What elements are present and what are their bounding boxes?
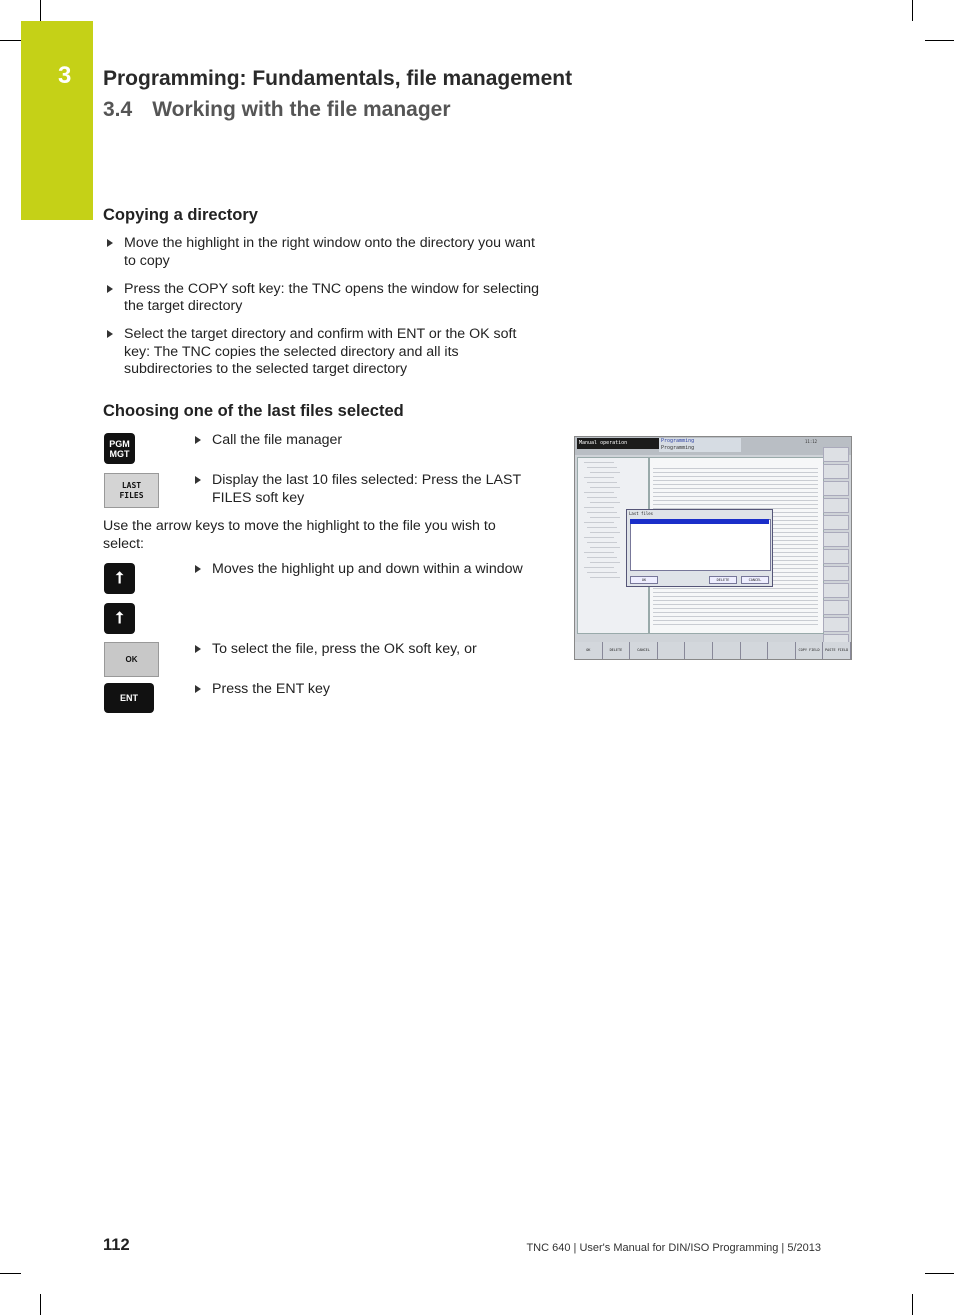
crop-mark [925, 1273, 954, 1274]
list-item: Moves the highlight up and down within a window [191, 561, 542, 579]
file-row [653, 620, 818, 621]
tree-row [587, 527, 617, 528]
list-item: To select the file, press the OK soft key, or [191, 641, 542, 659]
list-item: Select the target directory and confirm with ENT or the OK soft key: The TNC copies the selected directory and all its subdirectories to the selected target directory [103, 326, 543, 379]
section-number: 3.4 [103, 98, 133, 121]
tree-row [584, 522, 614, 523]
softkey[interactable]: CANCEL [630, 642, 658, 659]
tree-row [587, 497, 617, 498]
triangle-bullet-icon [107, 285, 113, 293]
file-row [653, 488, 818, 489]
side-softkeys [823, 447, 849, 637]
softkey[interactable] [658, 642, 686, 659]
tree-row [587, 542, 617, 543]
triangle-bullet-icon [195, 436, 201, 444]
crop-mark [912, 1294, 913, 1315]
triangle-bullet-icon [107, 239, 113, 247]
ent-key[interactable]: ENT [104, 683, 154, 713]
file-row [653, 600, 818, 601]
file-row [653, 616, 818, 617]
tnc-screenshot [574, 436, 852, 660]
dialog-cancel-button[interactable]: CANCEL [741, 576, 769, 584]
triangle-bullet-icon [195, 645, 201, 653]
tree-row [584, 462, 614, 463]
page-number: 112 [103, 1236, 130, 1254]
list-item: Press the COPY soft key: the TNC opens the window for selecting the target directory [103, 281, 543, 316]
softkey[interactable]: COPY FIELD [796, 642, 824, 659]
file-row [653, 604, 818, 605]
crop-mark [40, 0, 41, 21]
arrow-down-key[interactable] [104, 603, 135, 634]
file-row [653, 484, 818, 485]
file-row [653, 624, 818, 625]
softkey[interactable] [741, 642, 769, 659]
highlight-row [630, 519, 769, 524]
list-item: Press the ENT key [191, 681, 542, 699]
mode-programming: Programming Programming [659, 438, 741, 452]
copying-heading: Copying a directory [103, 206, 258, 224]
file-row [653, 612, 818, 613]
tree-row [590, 487, 620, 488]
list-item: Call the file manager [191, 432, 542, 450]
tree-row [584, 477, 614, 478]
tree-row [590, 502, 620, 503]
softkey[interactable]: DELETE [603, 642, 631, 659]
tree-row [587, 557, 617, 558]
dialog-ok-button[interactable]: OK [630, 576, 658, 584]
last-files-dialog [626, 509, 773, 587]
file-row [653, 588, 818, 589]
list-item: Display the last 10 files selected: Press the LAST FILES soft key [191, 472, 542, 507]
footer-text: TNC 640 | User's Manual for DIN/ISO Programming | 5/2013 [526, 1242, 821, 1254]
list-item: Move the highlight in the right window onto the directory you want to copy [103, 235, 543, 270]
softkey[interactable] [768, 642, 796, 659]
chapter-tab [21, 21, 93, 220]
last-files-list [630, 519, 771, 571]
crop-mark [0, 1273, 21, 1274]
file-row [653, 480, 818, 481]
file-row [653, 468, 818, 469]
tree-row [584, 537, 614, 538]
arrow-up-key[interactable] [104, 563, 135, 594]
triangle-bullet-icon [195, 476, 201, 484]
tree-row [587, 467, 617, 468]
tree-row [584, 507, 614, 508]
file-row [653, 504, 818, 505]
copying-steps [103, 235, 543, 389]
triangle-bullet-icon [107, 330, 113, 338]
tree-row [587, 572, 617, 573]
tree-row [590, 532, 620, 533]
chapter-number: 3 [58, 62, 72, 89]
mode-manual-operation: Manual operation [577, 438, 659, 449]
tree-row [587, 512, 617, 513]
tree-row [590, 577, 620, 578]
clock: 11:12 [805, 439, 818, 444]
file-row [653, 492, 818, 493]
tree-row [590, 547, 620, 548]
softkey-bar [575, 642, 851, 659]
tree-row [590, 517, 620, 518]
softkey[interactable]: PASTE FIELD [823, 642, 851, 659]
arrow-up-icon: ⭡ [115, 569, 124, 587]
triangle-bullet-icon [195, 685, 201, 693]
softkey[interactable]: OK [575, 642, 603, 659]
crop-mark [0, 40, 21, 41]
section-heading [103, 98, 451, 122]
tree-row [584, 567, 614, 568]
pgm-mgt-key[interactable]: PGM MGT [104, 433, 135, 464]
file-row [653, 608, 818, 609]
tree-row [584, 492, 614, 493]
file-row [653, 596, 818, 597]
tree-row [584, 552, 614, 553]
chapter-title: Programming: Fundamentals, file management [103, 67, 573, 90]
softkey[interactable] [713, 642, 741, 659]
dialog-delete-button[interactable]: DELETE [709, 576, 737, 584]
ok-softkey[interactable]: OK [104, 642, 159, 677]
choosing-heading: Choosing one of the last files selected [103, 402, 404, 420]
file-row [653, 500, 818, 501]
last-files-softkey[interactable]: LAST FILES [104, 473, 159, 508]
file-row [653, 592, 818, 593]
triangle-bullet-icon [195, 565, 201, 573]
crop-mark [40, 1294, 41, 1315]
file-row [653, 496, 818, 497]
softkey[interactable] [685, 642, 713, 659]
file-row [653, 472, 818, 473]
dialog-title: Last files [629, 511, 654, 516]
crop-mark [912, 0, 913, 21]
file-row [653, 476, 818, 477]
paragraph: Use the arrow keys to move the highlight to the file you wish to select: [103, 518, 496, 552]
tree-row [590, 472, 620, 473]
tree-row [587, 482, 617, 483]
arrow-up-icon: ⭡ [115, 609, 124, 627]
crop-mark [925, 40, 954, 41]
section-title: Working with the file manager [152, 98, 451, 121]
tree-row [590, 562, 620, 563]
